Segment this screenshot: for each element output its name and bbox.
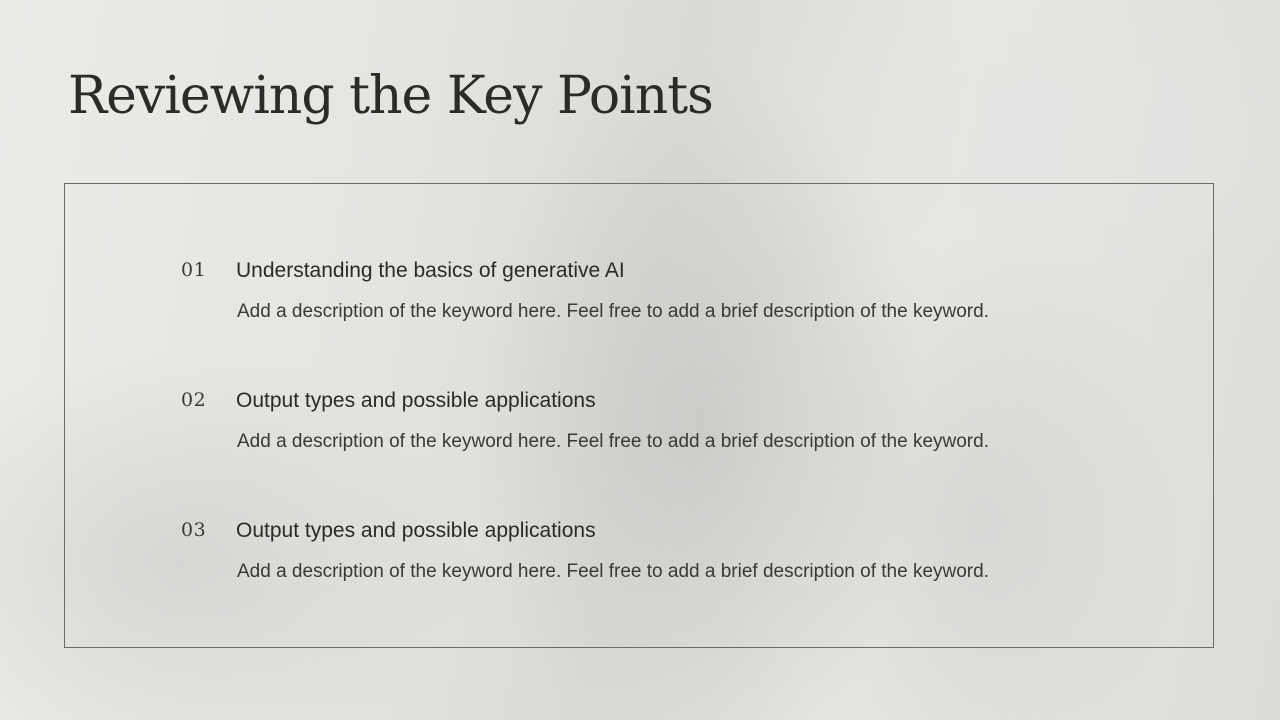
- key-point-title: Understanding the basics of generative AI: [236, 259, 625, 282]
- key-points-box: [64, 183, 1214, 648]
- key-point-number: 01: [181, 259, 207, 281]
- key-point-title: Output types and possible applications: [236, 389, 596, 412]
- key-point-description: Add a description of the keyword here. Feel free to add a brief description of the keyword.: [237, 561, 989, 582]
- key-point-title: Output types and possible applications: [236, 519, 596, 542]
- slide-title: Reviewing the Key Points: [68, 66, 713, 126]
- key-point-number: 03: [181, 519, 207, 541]
- key-point-description: Add a description of the keyword here. Feel free to add a brief description of the keyword.: [237, 301, 989, 322]
- key-point-number: 02: [181, 389, 207, 411]
- key-point-description: Add a description of the keyword here. Feel free to add a brief description of the keyword.: [237, 431, 989, 452]
